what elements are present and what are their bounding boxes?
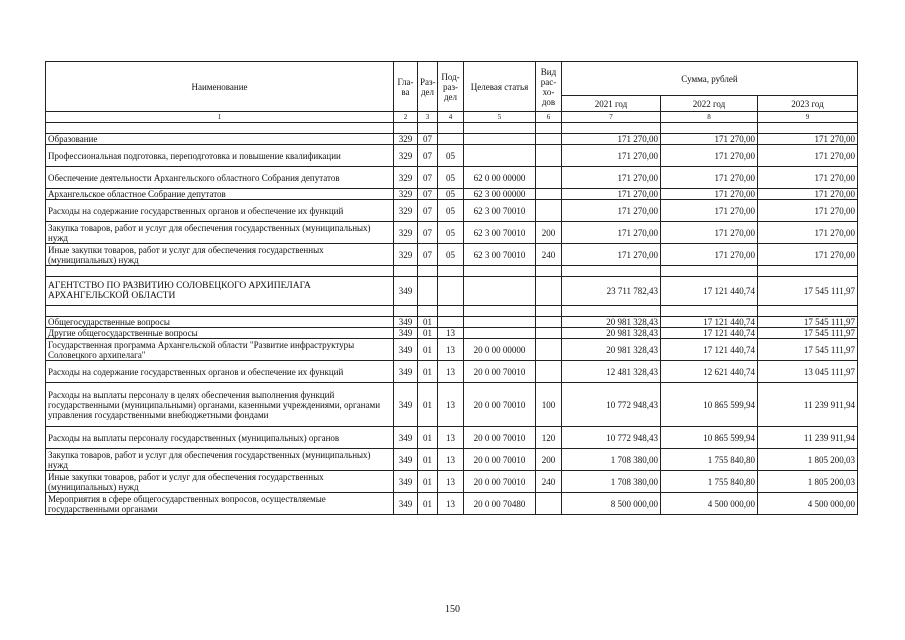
- table-row: [46, 493, 858, 515]
- col-header-glava: Гла-ва: [394, 62, 418, 112]
- table-row: [46, 222, 858, 244]
- cell-sum-2023: 17 545 111,97: [758, 328, 858, 339]
- cell-sum-2021: 171 270,00: [562, 189, 661, 200]
- cell-sum-2022: 12 621 440,74: [661, 361, 758, 383]
- cell-glava: 349: [394, 449, 418, 471]
- cell-sum-2022: 171 270,00: [661, 200, 758, 222]
- cell-vid: 120: [536, 427, 562, 449]
- cell-razdel: 01: [418, 493, 438, 515]
- cell-name: Иные закупки товаров, работ и услуг для обеспечения государственных (муниципальных) нужд: [46, 244, 394, 266]
- empty-cell: [661, 266, 758, 277]
- cell-name: Иные закупки товаров, работ и услуг для обеспечения государственных (муниципальных) нужд: [46, 471, 394, 493]
- col-number: 9: [758, 112, 858, 123]
- table-header: [46, 62, 858, 123]
- cell-glava: 349: [394, 493, 418, 515]
- cell-celevaya: [464, 277, 536, 306]
- cell-vid: [536, 493, 562, 515]
- cell-sum-2021: 23 711 782,43: [562, 277, 661, 306]
- cell-sum-2021: 1 708 380,00: [562, 471, 661, 493]
- col-number: 8: [661, 112, 758, 123]
- cell-sum-2023: 171 270,00: [758, 200, 858, 222]
- cell-sum-2022: 17 121 440,74: [661, 339, 758, 361]
- cell-razdel: 07: [418, 222, 438, 244]
- cell-celevaya: 20 0 00 70010: [464, 471, 536, 493]
- cell-glava: 349: [394, 383, 418, 427]
- budget-table: [45, 61, 858, 515]
- table-row: [46, 361, 858, 383]
- col-header-year-2021: 2021 год: [562, 96, 661, 112]
- empty-cell: [418, 306, 438, 317]
- col-header-year-2023: 2023 год: [758, 96, 858, 112]
- col-number: 3: [418, 112, 438, 123]
- cell-sum-2023: 4 500 000,00: [758, 493, 858, 515]
- cell-sum-2021: 12 481 328,43: [562, 361, 661, 383]
- col-header-podrazdel: Под-раз-дел: [438, 62, 464, 112]
- col-header-vid: Вид рас-хо-дов: [536, 62, 562, 112]
- cell-name: Государственная программа Архангельской области "Развитие инфраструктуры Соловецкого архипелага": [46, 339, 394, 361]
- cell-sum-2023: 171 270,00: [758, 167, 858, 189]
- empty-cell: [758, 123, 858, 134]
- cell-razdel: 01: [418, 449, 438, 471]
- col-header-year-2022: 2022 год: [661, 96, 758, 112]
- cell-celevaya: 20 0 00 70010: [464, 449, 536, 471]
- cell-sum-2022: 17 121 440,74: [661, 328, 758, 339]
- col-header-razdel: Раз-дел: [418, 62, 438, 112]
- col-header-summa: Сумма, рублей: [562, 62, 858, 96]
- cell-glava: 349: [394, 471, 418, 493]
- cell-podrazdel: [438, 277, 464, 306]
- cell-sum-2023: 17 545 111,97: [758, 317, 858, 328]
- cell-razdel: 01: [418, 383, 438, 427]
- cell-vid: [536, 361, 562, 383]
- empty-cell: [394, 306, 418, 317]
- cell-razdel: 01: [418, 317, 438, 328]
- cell-razdel: 07: [418, 145, 438, 167]
- cell-razdel: 01: [418, 328, 438, 339]
- cell-name: Расходы на содержание государственных органов и обеспечение их функций: [46, 200, 394, 222]
- cell-sum-2023: 13 045 111,97: [758, 361, 858, 383]
- cell-vid: 200: [536, 222, 562, 244]
- cell-celevaya: 20 0 00 70480: [464, 493, 536, 515]
- empty-cell: [438, 266, 464, 277]
- cell-name: Расходы на выплаты персоналу государственных (муниципальных) органов: [46, 427, 394, 449]
- cell-celevaya: 20 0 00 00000: [464, 339, 536, 361]
- col-number: 1: [46, 112, 394, 123]
- table-row: [46, 244, 858, 266]
- table-row: [46, 328, 858, 339]
- cell-sum-2021: 171 270,00: [562, 167, 661, 189]
- cell-sum-2023: 171 270,00: [758, 222, 858, 244]
- empty-cell: [46, 123, 394, 134]
- cell-celevaya: 20 0 00 70010: [464, 361, 536, 383]
- cell-name: Закупка товаров, работ и услуг для обеспечения государственных (муниципальных) нужд: [46, 222, 394, 244]
- cell-podrazdel: 13: [438, 383, 464, 427]
- cell-sum-2022: 171 270,00: [661, 222, 758, 244]
- empty-cell: [562, 123, 661, 134]
- cell-sum-2022: 171 270,00: [661, 145, 758, 167]
- cell-glava: 349: [394, 361, 418, 383]
- table-row: [46, 134, 858, 145]
- cell-sum-2023: 11 239 911,94: [758, 383, 858, 427]
- cell-glava: 329: [394, 189, 418, 200]
- cell-celevaya: 62 3 00 70010: [464, 200, 536, 222]
- cell-sum-2021: 171 270,00: [562, 134, 661, 145]
- col-number: 4: [438, 112, 464, 123]
- cell-razdel: 01: [418, 471, 438, 493]
- table-row: [46, 277, 858, 306]
- table-row: [46, 427, 858, 449]
- cell-sum-2023: 17 545 111,97: [758, 277, 858, 306]
- cell-razdel: [418, 277, 438, 306]
- cell-glava: 349: [394, 317, 418, 328]
- cell-sum-2021: 20 981 328,43: [562, 317, 661, 328]
- col-number: 7: [562, 112, 661, 123]
- cell-celevaya: [464, 145, 536, 167]
- cell-vid: [536, 339, 562, 361]
- cell-sum-2023: 171 270,00: [758, 134, 858, 145]
- cell-celevaya: 20 0 00 70010: [464, 427, 536, 449]
- empty-cell: [661, 306, 758, 317]
- spacer-row: [46, 123, 858, 134]
- cell-razdel: 07: [418, 167, 438, 189]
- cell-sum-2021: 8 500 000,00: [562, 493, 661, 515]
- cell-razdel: 01: [418, 339, 438, 361]
- col-header-celevaya: Целевая статья: [464, 62, 536, 112]
- cell-glava: 349: [394, 339, 418, 361]
- cell-name: Образование: [46, 134, 394, 145]
- cell-sum-2022: 10 865 599,94: [661, 427, 758, 449]
- cell-sum-2023: 11 239 911,94: [758, 427, 858, 449]
- cell-sum-2021: 171 270,00: [562, 145, 661, 167]
- cell-glava: 329: [394, 134, 418, 145]
- cell-sum-2021: 10 772 948,43: [562, 427, 661, 449]
- cell-celevaya: 62 3 00 70010: [464, 222, 536, 244]
- cell-sum-2023: 171 270,00: [758, 244, 858, 266]
- cell-sum-2022: 171 270,00: [661, 244, 758, 266]
- cell-razdel: 07: [418, 134, 438, 145]
- cell-podrazdel: [438, 134, 464, 145]
- table-row: [46, 189, 858, 200]
- col-number: 2: [394, 112, 418, 123]
- cell-glava: 329: [394, 145, 418, 167]
- cell-razdel: 07: [418, 189, 438, 200]
- cell-podrazdel: 13: [438, 493, 464, 515]
- empty-cell: [661, 123, 758, 134]
- cell-podrazdel: 13: [438, 339, 464, 361]
- cell-name: Расходы на выплаты персоналу в целях обеспечения выполнения функций государственными (муниципальными) органами, казенными учреждениями, органами управления государственными внебюджетными фондами: [46, 383, 394, 427]
- cell-celevaya: [464, 134, 536, 145]
- cell-podrazdel: 05: [438, 189, 464, 200]
- cell-sum-2022: 1 755 840,80: [661, 449, 758, 471]
- cell-sum-2022: 17 121 440,74: [661, 277, 758, 306]
- cell-name: Общегосударственные вопросы: [46, 317, 394, 328]
- empty-cell: [536, 266, 562, 277]
- cell-name: Мероприятия в сфере общегосударственных вопросов, осуществляемые государственными органами: [46, 493, 394, 515]
- cell-vid: [536, 328, 562, 339]
- cell-name: Архангельское областное Собрание депутатов: [46, 189, 394, 200]
- cell-vid: 100: [536, 383, 562, 427]
- empty-cell: [464, 306, 536, 317]
- cell-celevaya: [464, 328, 536, 339]
- cell-glava: 329: [394, 200, 418, 222]
- cell-sum-2021: 171 270,00: [562, 222, 661, 244]
- spacer-row: [46, 266, 858, 277]
- cell-sum-2021: 171 270,00: [562, 244, 661, 266]
- cell-glava: 349: [394, 277, 418, 306]
- cell-name: Профессиональная подготовка, переподготовка и повышение квалификации: [46, 145, 394, 167]
- cell-vid: 240: [536, 471, 562, 493]
- empty-cell: [46, 306, 394, 317]
- cell-glava: 329: [394, 222, 418, 244]
- cell-vid: [536, 134, 562, 145]
- cell-sum-2022: 10 865 599,94: [661, 383, 758, 427]
- cell-vid: [536, 189, 562, 200]
- empty-cell: [758, 266, 858, 277]
- table-row: [46, 471, 858, 493]
- cell-sum-2022: 1 755 840,80: [661, 471, 758, 493]
- cell-vid: 240: [536, 244, 562, 266]
- cell-glava: 329: [394, 244, 418, 266]
- cell-podrazdel: 13: [438, 361, 464, 383]
- empty-cell: [562, 306, 661, 317]
- cell-podrazdel: 05: [438, 200, 464, 222]
- cell-razdel: 01: [418, 427, 438, 449]
- cell-celevaya: [464, 317, 536, 328]
- empty-cell: [464, 266, 536, 277]
- cell-podrazdel: 05: [438, 145, 464, 167]
- cell-sum-2021: 20 981 328,43: [562, 328, 661, 339]
- col-number: 6: [536, 112, 562, 123]
- cell-podrazdel: 13: [438, 427, 464, 449]
- cell-celevaya: 62 3 00 70010: [464, 244, 536, 266]
- empty-cell: [418, 123, 438, 134]
- empty-cell: [46, 266, 394, 277]
- cell-name: Расходы на содержание государственных органов и обеспечение их функций: [46, 361, 394, 383]
- cell-vid: 200: [536, 449, 562, 471]
- empty-cell: [438, 123, 464, 134]
- table-row: [46, 200, 858, 222]
- cell-name: Обеспечение деятельности Архангельского областного Собрания депутатов: [46, 167, 394, 189]
- page-number: 150: [445, 604, 460, 615]
- empty-cell: [394, 123, 418, 134]
- table-body: [46, 123, 858, 515]
- spacer-row: [46, 306, 858, 317]
- cell-sum-2023: 171 270,00: [758, 145, 858, 167]
- cell-razdel: 01: [418, 361, 438, 383]
- empty-cell: [536, 306, 562, 317]
- cell-vid: [536, 167, 562, 189]
- cell-sum-2022: 17 121 440,74: [661, 317, 758, 328]
- cell-sum-2021: 171 270,00: [562, 200, 661, 222]
- col-header-name: Наименование: [46, 62, 394, 112]
- table-row: [46, 383, 858, 427]
- cell-celevaya: 62 3 00 00000: [464, 189, 536, 200]
- col-number: 5: [464, 112, 536, 123]
- cell-sum-2023: 1 805 200,03: [758, 449, 858, 471]
- cell-vid: [536, 200, 562, 222]
- cell-sum-2022: 171 270,00: [661, 134, 758, 145]
- cell-name: АГЕНТСТВО ПО РАЗВИТИЮ СОЛОВЕЦКОГО АРХИПЕЛАГА АРХАНГЕЛЬСКОЙ ОБЛАСТИ: [46, 277, 394, 306]
- cell-vid: [536, 317, 562, 328]
- cell-glava: 349: [394, 328, 418, 339]
- cell-podrazdel: 13: [438, 471, 464, 493]
- empty-cell: [464, 123, 536, 134]
- cell-sum-2021: 1 708 380,00: [562, 449, 661, 471]
- cell-podrazdel: 13: [438, 328, 464, 339]
- empty-cell: [394, 266, 418, 277]
- cell-sum-2023: 17 545 111,97: [758, 339, 858, 361]
- cell-glava: 349: [394, 427, 418, 449]
- cell-glava: 329: [394, 167, 418, 189]
- table-row: [46, 167, 858, 189]
- cell-vid: [536, 277, 562, 306]
- empty-cell: [562, 266, 661, 277]
- table-row: [46, 339, 858, 361]
- cell-podrazdel: 05: [438, 244, 464, 266]
- cell-sum-2023: 1 805 200,03: [758, 471, 858, 493]
- cell-celevaya: 62 0 00 00000: [464, 167, 536, 189]
- cell-sum-2022: 171 270,00: [661, 189, 758, 200]
- cell-podrazdel: [438, 317, 464, 328]
- cell-celevaya: 20 0 00 70010: [464, 383, 536, 427]
- cell-podrazdel: 13: [438, 449, 464, 471]
- cell-sum-2022: 4 500 000,00: [661, 493, 758, 515]
- cell-podrazdel: 05: [438, 167, 464, 189]
- cell-name: Другие общегосударственные вопросы: [46, 328, 394, 339]
- table-row: [46, 449, 858, 471]
- empty-cell: [758, 306, 858, 317]
- cell-razdel: 07: [418, 200, 438, 222]
- table-row: [46, 317, 858, 328]
- cell-sum-2022: 171 270,00: [661, 167, 758, 189]
- cell-podrazdel: 05: [438, 222, 464, 244]
- cell-razdel: 07: [418, 244, 438, 266]
- cell-sum-2021: 10 772 948,43: [562, 383, 661, 427]
- empty-cell: [536, 123, 562, 134]
- cell-sum-2021: 20 981 328,43: [562, 339, 661, 361]
- cell-sum-2023: 171 270,00: [758, 189, 858, 200]
- table-row: [46, 145, 858, 167]
- cell-vid: [536, 145, 562, 167]
- empty-cell: [418, 266, 438, 277]
- empty-cell: [438, 306, 464, 317]
- cell-name: Закупка товаров, работ и услуг для обеспечения государственных (муниципальных) нужд: [46, 449, 394, 471]
